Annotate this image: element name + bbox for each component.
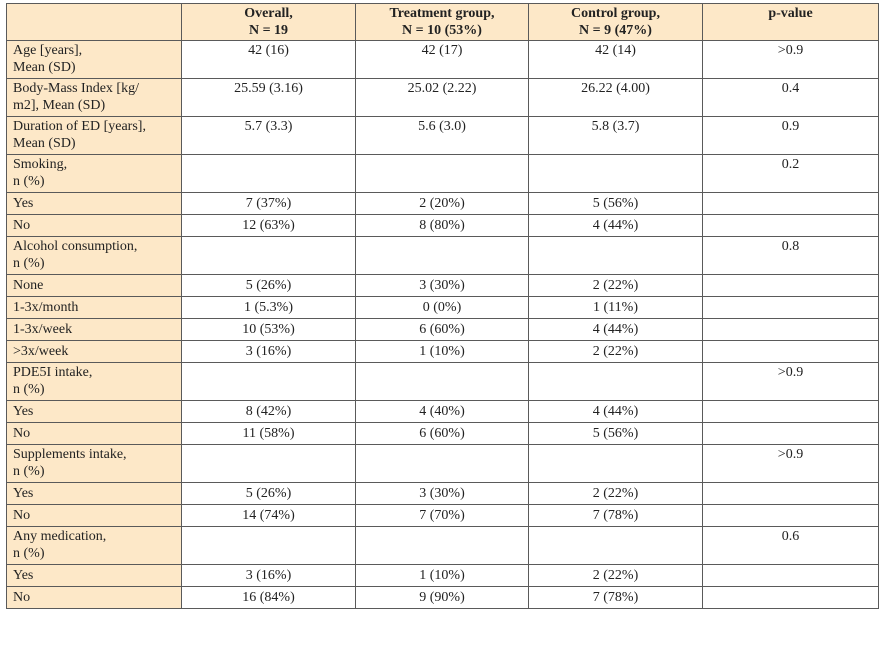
- cell-p-value: 0.8: [703, 237, 879, 275]
- header-line-1: Treatment group,: [389, 6, 495, 21]
- cell-overall: [182, 527, 356, 565]
- row-label: [7, 79, 182, 117]
- cell-treatment: 6 (60%): [356, 319, 529, 341]
- row-label-line-2: Mean (SD): [13, 136, 76, 151]
- cell-overall: 3 (16%): [182, 565, 356, 587]
- cell-overall: [182, 363, 356, 401]
- header-line-1: p-value: [768, 6, 813, 21]
- cell-overall: [182, 237, 356, 275]
- row-label-line-1: No: [13, 218, 31, 233]
- cell-overall: 16 (84%): [182, 587, 356, 609]
- cell-p-value: [703, 483, 879, 505]
- header-treatment-group: [356, 4, 529, 41]
- cell-overall: 11 (58%): [182, 423, 356, 445]
- row-label-line-1: No: [13, 508, 31, 523]
- row-label: [7, 297, 182, 319]
- row-label-line-1: Yes: [13, 486, 34, 501]
- row-label-line-1: Any medication,: [13, 529, 107, 544]
- cell-treatment: [356, 155, 529, 193]
- row-label: [7, 565, 182, 587]
- cell-p-value: [703, 275, 879, 297]
- table-row: [7, 237, 879, 275]
- cell-p-value: [703, 297, 879, 319]
- table-body: [7, 41, 879, 609]
- cell-control: 5 (56%): [529, 423, 703, 445]
- row-label-line-1: PDE5I intake,: [13, 365, 93, 380]
- cell-treatment: 2 (20%): [356, 193, 529, 215]
- table-row: [7, 483, 879, 505]
- row-label-line-1: >3x/week: [13, 344, 69, 359]
- cell-overall: 5 (26%): [182, 275, 356, 297]
- row-label-line-1: Alcohol consumption,: [13, 239, 138, 254]
- table-row: [7, 319, 879, 341]
- cell-overall: 7 (37%): [182, 193, 356, 215]
- row-label-line-1: 1-3x/month: [13, 300, 79, 315]
- cell-control: [529, 527, 703, 565]
- cell-control: [529, 155, 703, 193]
- row-label-line-1: No: [13, 426, 31, 441]
- cell-treatment: 1 (10%): [356, 341, 529, 363]
- cell-control: 1 (11%): [529, 297, 703, 319]
- cell-p-value: >0.9: [703, 445, 879, 483]
- cell-treatment: 3 (30%): [356, 483, 529, 505]
- cell-p-value: [703, 319, 879, 341]
- cell-control: 26.22 (4.00): [529, 79, 703, 117]
- cell-control: 2 (22%): [529, 565, 703, 587]
- table-row: [7, 527, 879, 565]
- header-line-1: Overall,: [244, 6, 293, 21]
- baseline-characteristics-table: [6, 3, 879, 609]
- table-row: [7, 401, 879, 423]
- row-label: [7, 587, 182, 609]
- table-row: [7, 565, 879, 587]
- cell-p-value: [703, 565, 879, 587]
- cell-p-value: >0.9: [703, 363, 879, 401]
- table-row: [7, 193, 879, 215]
- row-label-line-2: n (%): [13, 464, 45, 479]
- cell-overall: 1 (5.3%): [182, 297, 356, 319]
- header-line-1: Control group,: [571, 6, 660, 21]
- cell-treatment: [356, 363, 529, 401]
- cell-p-value: [703, 505, 879, 527]
- cell-treatment: 6 (60%): [356, 423, 529, 445]
- table-row: [7, 505, 879, 527]
- row-label: [7, 401, 182, 423]
- cell-overall: 12 (63%): [182, 215, 356, 237]
- header-overall: [182, 4, 356, 41]
- table-row: [7, 341, 879, 363]
- cell-overall: 5 (26%): [182, 483, 356, 505]
- row-label: [7, 237, 182, 275]
- table-row: [7, 79, 879, 117]
- cell-control: 4 (44%): [529, 215, 703, 237]
- header-line-2: N = 19: [248, 23, 289, 38]
- cell-treatment: 5.6 (3.0): [356, 117, 529, 155]
- cell-p-value: 0.2: [703, 155, 879, 193]
- table-header-row: [7, 4, 879, 41]
- cell-treatment: 42 (17): [356, 41, 529, 79]
- row-label: [7, 319, 182, 341]
- table-row: [7, 155, 879, 193]
- table-row: [7, 363, 879, 401]
- cell-control: 42 (14): [529, 41, 703, 79]
- cell-control: 2 (22%): [529, 483, 703, 505]
- row-label: [7, 423, 182, 445]
- row-label: [7, 341, 182, 363]
- header-control-group: [529, 4, 703, 41]
- table-row: [7, 41, 879, 79]
- cell-overall: [182, 155, 356, 193]
- row-label: [7, 527, 182, 565]
- row-label-line-1: Yes: [13, 404, 34, 419]
- row-label-line-1: 1-3x/week: [13, 322, 73, 337]
- cell-overall: [182, 445, 356, 483]
- header-line-2: N = 10 (53%): [402, 23, 482, 38]
- row-label-line-1: Yes: [13, 196, 34, 211]
- row-label-line-1: Body-Mass Index [kg/: [13, 81, 139, 96]
- row-label: [7, 155, 182, 193]
- row-label-line-2: n (%): [13, 382, 45, 397]
- row-label-line-2: n (%): [13, 546, 45, 561]
- row-label-line-1: Duration of ED [years],: [13, 119, 146, 134]
- cell-overall: 14 (74%): [182, 505, 356, 527]
- cell-treatment: [356, 445, 529, 483]
- cell-control: 7 (78%): [529, 587, 703, 609]
- cell-p-value: 0.4: [703, 79, 879, 117]
- cell-p-value: 0.6: [703, 527, 879, 565]
- cell-treatment: 8 (80%): [356, 215, 529, 237]
- row-label-line-1: No: [13, 590, 31, 605]
- row-label-line-1: Age [years],: [13, 43, 83, 58]
- cell-control: [529, 445, 703, 483]
- cell-p-value: [703, 587, 879, 609]
- cell-control: 4 (44%): [529, 401, 703, 423]
- cell-control: [529, 363, 703, 401]
- table-row: [7, 215, 879, 237]
- cell-treatment: [356, 527, 529, 565]
- table-row: [7, 445, 879, 483]
- cell-treatment: 9 (90%): [356, 587, 529, 609]
- cell-control: 7 (78%): [529, 505, 703, 527]
- row-label-line-2: m2], Mean (SD): [13, 98, 106, 113]
- cell-p-value: [703, 423, 879, 445]
- row-label: [7, 215, 182, 237]
- cell-p-value: [703, 215, 879, 237]
- cell-overall: 25.59 (3.16): [182, 79, 356, 117]
- header-line-2: N = 9 (47%): [579, 23, 652, 38]
- cell-treatment: 4 (40%): [356, 401, 529, 423]
- cell-p-value: >0.9: [703, 41, 879, 79]
- cell-overall: 10 (53%): [182, 319, 356, 341]
- row-label-line-2: n (%): [13, 256, 45, 271]
- table-row: [7, 587, 879, 609]
- table-row: [7, 117, 879, 155]
- cell-overall: 42 (16): [182, 41, 356, 79]
- row-label: [7, 505, 182, 527]
- cell-overall: 8 (42%): [182, 401, 356, 423]
- row-label: [7, 193, 182, 215]
- cell-treatment: [356, 237, 529, 275]
- cell-treatment: 7 (70%): [356, 505, 529, 527]
- cell-treatment: 1 (10%): [356, 565, 529, 587]
- row-label: [7, 41, 182, 79]
- header-p-value: [703, 4, 879, 41]
- row-label: [7, 363, 182, 401]
- cell-p-value: [703, 341, 879, 363]
- table-row: [7, 423, 879, 445]
- cell-control: 2 (22%): [529, 341, 703, 363]
- row-label-line-1: Smoking,: [13, 157, 68, 172]
- cell-control: 2 (22%): [529, 275, 703, 297]
- cell-treatment: 3 (30%): [356, 275, 529, 297]
- cell-control: 5 (56%): [529, 193, 703, 215]
- header-empty: [7, 4, 182, 41]
- row-label-line-2: n (%): [13, 174, 45, 189]
- cell-treatment: 0 (0%): [356, 297, 529, 319]
- row-label: [7, 117, 182, 155]
- cell-p-value: 0.9: [703, 117, 879, 155]
- row-label-line-1: Yes: [13, 568, 34, 583]
- row-label-line-2: Mean (SD): [13, 60, 76, 75]
- row-label: [7, 445, 182, 483]
- row-label: [7, 275, 182, 297]
- cell-control: 4 (44%): [529, 319, 703, 341]
- row-label: [7, 483, 182, 505]
- table-row: [7, 275, 879, 297]
- cell-control: 5.8 (3.7): [529, 117, 703, 155]
- cell-p-value: [703, 401, 879, 423]
- cell-p-value: [703, 193, 879, 215]
- cell-treatment: 25.02 (2.22): [356, 79, 529, 117]
- cell-overall: 3 (16%): [182, 341, 356, 363]
- cell-control: [529, 237, 703, 275]
- row-label-line-1: None: [13, 278, 44, 293]
- table-row: [7, 297, 879, 319]
- row-label-line-1: Supplements intake,: [13, 447, 127, 462]
- cell-overall: 5.7 (3.3): [182, 117, 356, 155]
